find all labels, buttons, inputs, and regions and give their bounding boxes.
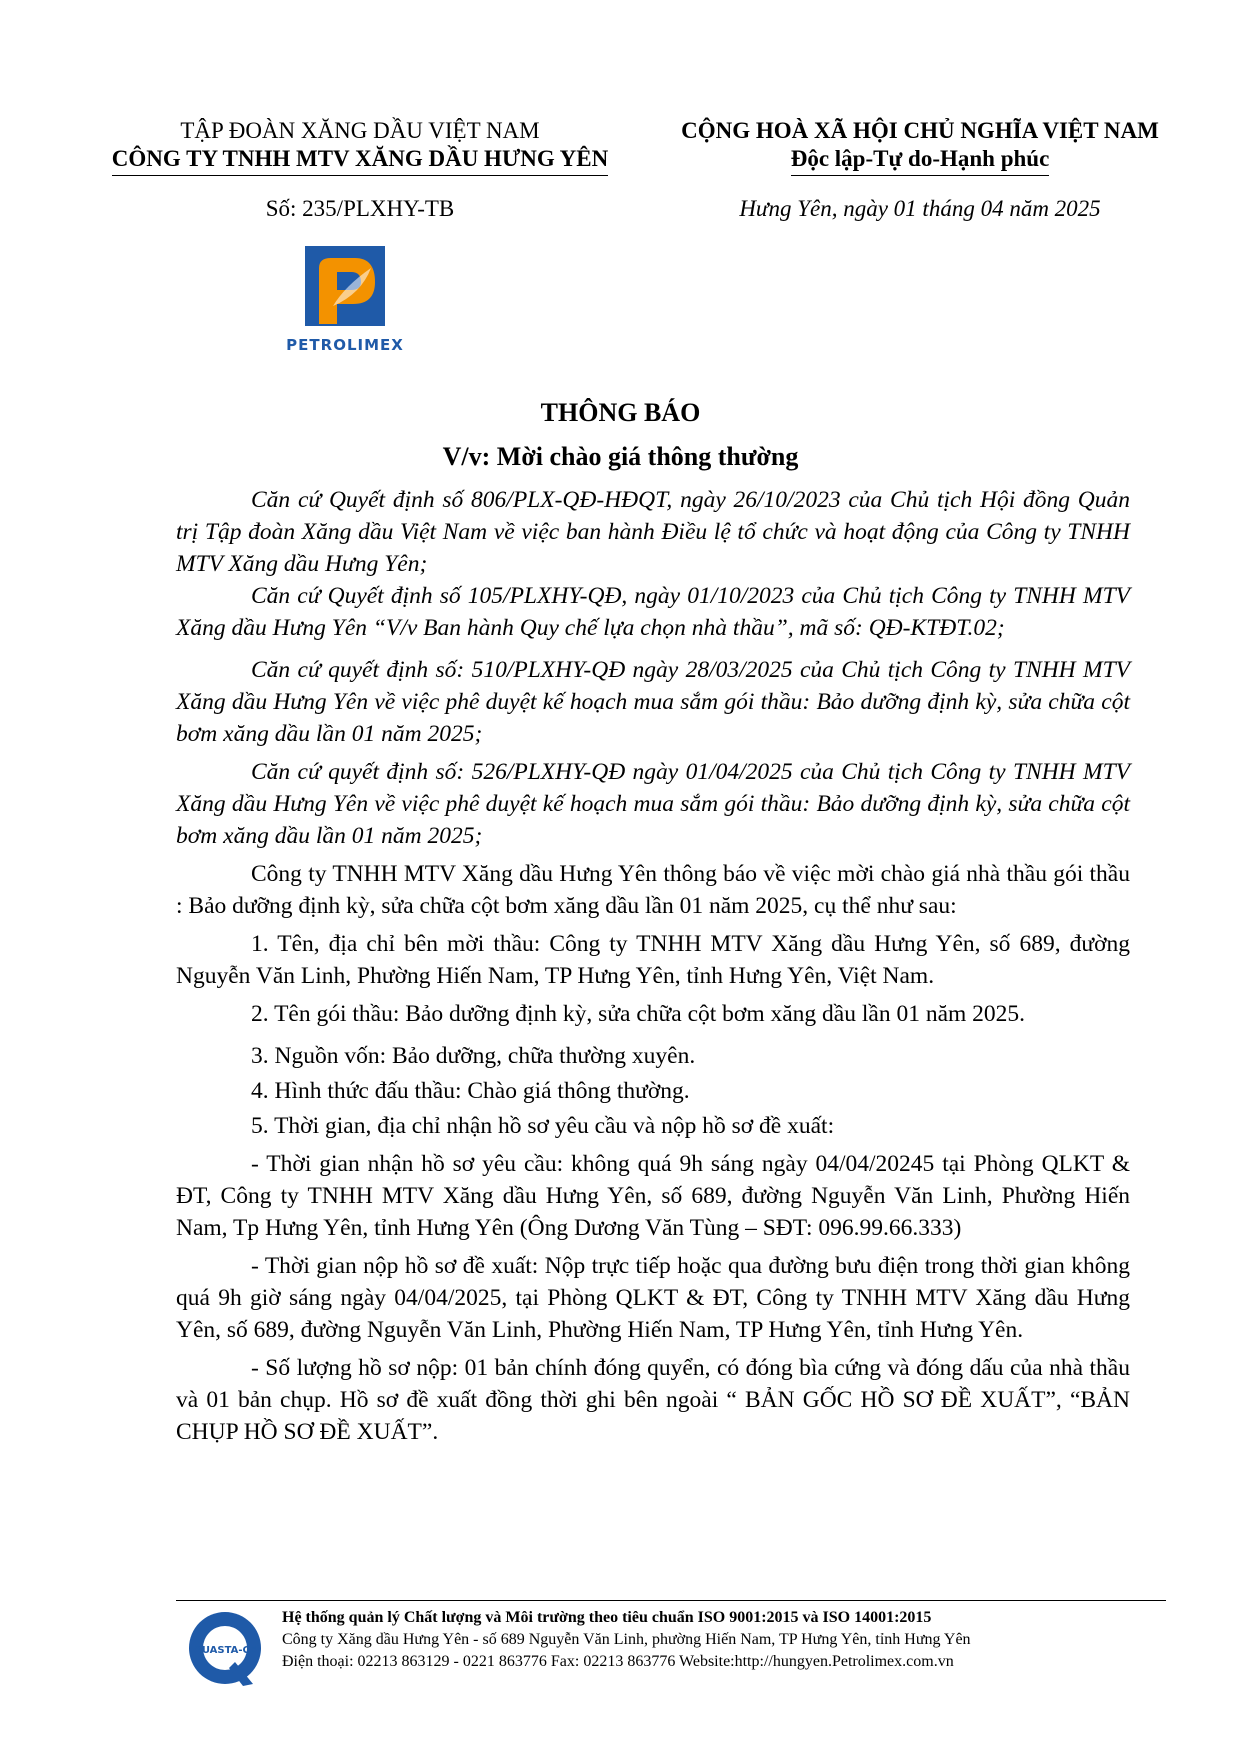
footer-contact-line: Điện thoại: 02213 863129 - 0221 863776 Fax: 02213 863776 Website:http://hungyen.Petrolimex.com.vn: [282, 1653, 954, 1670]
intro-paragraph: Công ty TNHH MTV Xăng dầu Hưng Yên thông báo về việc mời chào giá nhà thầu gói thầu : Bảo dưỡng định kỳ, sửa chữa cột bơm xăng dầu lần 01 năm 2025, cụ thể như sau:: [176, 861, 1130, 919]
quasta-ce-logo-text: QUASTA-CE: [193, 1645, 257, 1656]
document-body: [176, 484, 1130, 1448]
organization-name: CÔNG TY TNHH MTV XĂNG DẦU HƯNG YÊN: [60, 145, 660, 176]
list-item: 2. Tên gói thầu: Bảo dưỡng định kỳ, sửa chữa cột bơm xăng dầu lần 01 năm 2025.: [251, 1001, 1026, 1027]
document-title: THÔNG BÁO: [540, 398, 701, 427]
parent-organization: TẬP ĐOÀN XĂNG DẦU VIỆT NAM: [180, 118, 540, 143]
footer: [282, 1607, 1182, 1673]
document-number: Số: 235/PLXHY-TB: [265, 196, 455, 221]
basis-paragraph: Căn cứ quyết định số: 510/PLXHY-QĐ ngày 28/03/2025 của Chủ tịch Công ty TNHH MTV Xăng dầu Hưng Yên về việc phê duyệt kế hoạch mua sắm gói thầu: Bảo dưỡng định kỳ, sửa chữa cột bơm xăng dầu lần 01 năm 2025;: [176, 657, 1130, 747]
petrolimex-logo-text: PETROLIMEX: [286, 336, 404, 354]
footer-quality-line: Hệ thống quản lý Chất lượng và Môi trường theo tiêu chuẩn ISO 9001:2015 và ISO 14001:2015: [282, 1609, 932, 1626]
detail-paragraph: - Thời gian nhận hồ sơ yêu cầu: không quá 9h sáng ngày 04/04/20245 tại Phòng QLKT & ĐT, Công ty TNHH MTV Xăng dầu Hưng Yên, số 689, đường Nguyễn Văn Linh, Phường Hiến Nam, Tp Hưng Yên, tỉnh Hưng Yên (Ông Dương Văn Tùng – SĐT: 096.99.66.333): [176, 1151, 1130, 1241]
footer-divider: [176, 1600, 1166, 1601]
detail-paragraph: - Số lượng hồ sơ nộp: 01 bản chính đóng quyển, có đóng bìa cứng và đóng dấu của nhà thầu và 01 bản chụp. Hồ sơ đề xuất đồng thời ghi bên ngoài “ BẢN GỐC HỒ SƠ ĐỀ XUẤT”, “BẢN CHỤP HỒ SƠ ĐỀ XUẤT”.: [176, 1355, 1130, 1445]
detail-paragraph: - Thời gian nộp hồ sơ đề xuất: Nộp trực tiếp hoặc qua đường bưu điện trong thời gian không quá 9h giờ sáng ngày 04/04/2025, tại Phòng QLKT & ĐT, Công ty TNHH MTV Xăng dầu Hưng Yên, số 689, đường Nguyễn Văn Linh, Phường Hiến Nam, TP Hưng Yên, tỉnh Hưng Yên.: [176, 1253, 1130, 1343]
document-subject: V/v: Mời chào giá thông thường: [442, 442, 799, 471]
list-item: 1. Tên, địa chỉ bên mời thầu: Công ty TNHH MTV Xăng dầu Hưng Yên, số 689, đường Nguyễn Văn Linh, Phường Hiến Nam, TP Hưng Yên, tỉnh Hưng Yên, Việt Nam.: [176, 931, 1130, 989]
basis-paragraph: Căn cứ Quyết định số 806/PLX-QĐ-HĐQT, ngày 26/10/2023 của Chủ tịch Hội đồng Quản trị Tập đoàn Xăng dầu Việt Nam về việc ban hành Điều lệ tổ chức và hoạt động của Công ty TNHH MTV Xăng dầu Hưng Yên;: [176, 487, 1130, 577]
issuer-block: [60, 117, 660, 176]
place-and-date: Hưng Yên, ngày 01 tháng 04 năm 2025: [739, 196, 1101, 221]
basis-paragraph: Căn cứ quyết định số: 526/PLXHY-QĐ ngày 01/04/2025 của Chủ tịch Công ty TNHH MTV Xăng dầu Hưng Yên về việc phê duyệt kế hoạch mua sắm gói thầu: Bảo dưỡng định kỳ, sửa chữa cột bơm xăng dầu lần 01 năm 2025;: [176, 759, 1130, 849]
list-item: 4. Hình thức đấu thầu: Chào giá thông thường.: [251, 1078, 690, 1104]
quasta-ce-logo: [185, 1608, 265, 1690]
basis-paragraph: Căn cứ Quyết định số 105/PLXHY-QĐ, ngày 01/10/2023 của Chủ tịch Công ty TNHH MTV Xăng dầu Hưng Yên “V/v Ban hành Quy chế lựa chọn nhà thầu”, mã số: QĐ-KTĐT.02;: [176, 583, 1130, 641]
list-item: 3. Nguồn vốn: Bảo dưỡng, chữa thường xuyên.: [251, 1043, 696, 1069]
national-heading: [640, 117, 1200, 176]
footer-address-line: Công ty Xăng dầu Hưng Yên - số 689 Nguyễn Văn Linh, phường Hiến Nam, TP Hưng Yên, tỉnh Hưng Yên: [282, 1631, 971, 1648]
motto: Độc lập-Tự do-Hạnh phúc: [640, 145, 1200, 176]
country-name: CỘNG HOÀ XÃ HỘI CHỦ NGHĨA VIỆT NAM: [681, 118, 1159, 143]
petrolimex-logo: [275, 246, 415, 358]
list-item: 5. Thời gian, địa chỉ nhận hồ sơ yêu cầu và nộp hồ sơ đề xuất:: [251, 1113, 835, 1139]
